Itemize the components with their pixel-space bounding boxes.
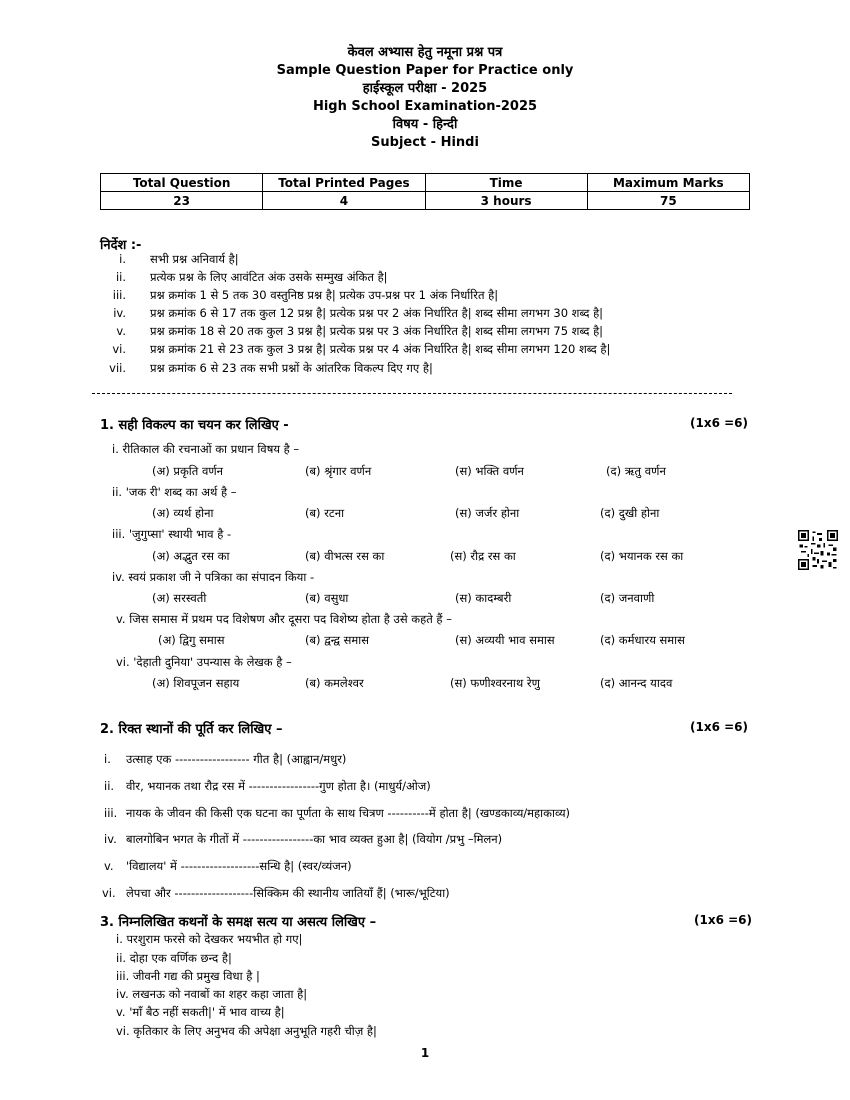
- instruction-num: vii.: [109, 361, 126, 375]
- mcq-question: iii. 'जुगुप्सा' स्थायी भाव है -: [112, 527, 232, 541]
- paper-header: [0, 44, 850, 152]
- info-header-cell: Time: [425, 174, 587, 192]
- instruction-text: प्रश्न क्रमांक 6 से 17 तक कुल 12 प्रश्न है| प्रत्येक प्रश्न पर 2 अंक निर्धारित है| शब्द सीमा लगभग 30 शब्द है|: [150, 306, 604, 320]
- mcq-option: (द) ऋतु वर्णन: [606, 464, 666, 478]
- mcq-option: (ब) कमलेश्वर: [305, 676, 364, 690]
- info-table-header-row: [101, 174, 750, 192]
- instruction-text: सभी प्रश्न अनिवार्य है|: [150, 252, 239, 266]
- section2-title: 2. रिक्त स्थानों की पूर्ति कर लिखिए –: [100, 722, 283, 737]
- fill-blank-text: 'विद्यालय' में -------------------सन्धि है| (स्वर/व्यंजन): [126, 859, 352, 873]
- header-english-exam: High School Examination-2025: [312, 99, 538, 114]
- true-false-statement: ii. दोहा एक वर्णिक छन्द है|: [116, 951, 232, 965]
- mcq-option: (द) भयानक रस का: [600, 549, 684, 563]
- true-false-statement: v. 'माँ बैठ नहीं सकती|' में भाव वाच्य है|: [116, 1005, 285, 1019]
- fill-blank-num: vi.: [102, 886, 116, 900]
- info-header-cell: Total Printed Pages: [263, 174, 425, 192]
- instruction-text: प्रत्येक प्रश्न के लिए आवंटित अंक उसके सम्मुख अंकित है|: [150, 270, 388, 284]
- instruction-num: ii.: [115, 270, 126, 284]
- info-value-cell: 4: [263, 192, 425, 210]
- true-false-statement: iv. लखनऊ को नवाबों का शहर कहा जाता है|: [116, 987, 308, 1001]
- mcq-question: vi. 'देहाती दुनिया' उपन्यास के लेखक है –: [116, 655, 292, 669]
- header-english-subject: Subject - Hindi: [371, 135, 479, 150]
- mcq-option: (अ) सरस्वती: [152, 591, 207, 605]
- fill-blank-num: ii.: [104, 779, 115, 793]
- section3-marks: (1x6 =6): [694, 913, 752, 927]
- instruction-num: vi.: [112, 342, 126, 356]
- mcq-option: (ब) वीभत्स रस का: [305, 549, 385, 563]
- mcq-question: i. रीतिकाल की रचनाओं का प्रधान विषय है –: [112, 442, 300, 456]
- qr-code-icon: [798, 530, 838, 570]
- mcq-option: (स) रौद्र रस का: [450, 549, 516, 563]
- page-number: 1: [420, 1046, 430, 1060]
- fill-blank-text: वीर, भयानक तथा रौद्र रस में -----------------गुण होता है। (माधुर्य/ओज): [126, 779, 431, 793]
- mcq-option: (स) भक्ति वर्णन: [455, 464, 524, 478]
- mcq-question: v. जिस समास में प्रथम पद विशेषण और दूसरा पद विशेष्य होता है उसे कहते हैं –: [116, 612, 452, 626]
- fill-blank-text: लेपचा और -------------------सिक्किम की स्थानीय जातियाँ हैं| (भारू/भूटिया): [126, 886, 450, 900]
- info-header-cell: Total Question: [101, 174, 263, 192]
- section1-title: 1. सही विकल्प का चयन कर लिखिए -: [100, 418, 289, 433]
- info-value-cell: 3 hours: [425, 192, 587, 210]
- true-false-statement: i. परशुराम फरसे को देखकर भयभीत हो गए|: [116, 932, 303, 946]
- true-false-statement: iii. जीवनी गद्य की प्रमुख विधा है |: [116, 969, 260, 983]
- mcq-question: ii. 'जक री' शब्द का अर्थ है –: [112, 485, 237, 499]
- mcq-option: (अ) अद्भुत रस का: [152, 549, 230, 563]
- mcq-option: (अ) द्विगु समास: [158, 633, 225, 647]
- info-value-cell: 23: [101, 192, 263, 210]
- mcq-option: (अ) व्यर्थ होना: [152, 506, 214, 520]
- instruction-text: प्रश्न क्रमांक 6 से 23 तक सभी प्रश्नों के आंतरिक विकल्प दिए गए है|: [150, 361, 433, 375]
- mcq-option: (अ) प्रकृति वर्णन: [152, 464, 224, 478]
- mcq-option: (द) आनन्द यादव: [600, 676, 673, 690]
- mcq-option: (स) जर्जर होना: [455, 506, 520, 520]
- fill-blank-num: iv.: [104, 832, 117, 846]
- instruction-num: v.: [116, 324, 126, 338]
- mcq-option: (अ) शिवपूजन सहाय: [152, 676, 240, 690]
- mcq-option: (ब) श्रृंगार वर्णन: [305, 464, 372, 478]
- instruction-num: iv.: [113, 306, 126, 320]
- instructions-title: निर्देश :-: [100, 238, 142, 253]
- mcq-option: (ब) द्वन्द्व समास: [305, 633, 370, 647]
- info-table-value-row: [101, 192, 750, 210]
- instruction-num: i.: [119, 252, 126, 266]
- exam-info-table: [100, 173, 750, 210]
- mcq-option: (द) जनवाणी: [600, 591, 655, 605]
- mcq-option: (द) कर्मधारय समास: [600, 633, 685, 647]
- section2-marks: (1x6 =6): [690, 720, 748, 734]
- fill-blank-text: उत्साह एक ------------------ गीत है| (आह्वान/मधुर): [126, 752, 347, 766]
- header-english-practice: Sample Question Paper for Practice only: [276, 63, 574, 78]
- fill-blank-text: नायक के जीवन की किसी एक घटना का पूर्णता के साथ चित्रण ----------में होता है| (खण्डकाव्य/महाकाव्य): [126, 806, 571, 820]
- instruction-num: iii.: [112, 288, 126, 302]
- mcq-option: (ब) वसुधा: [305, 591, 349, 605]
- section1-marks: (1x6 =6): [690, 416, 748, 430]
- fill-blank-num: i.: [104, 752, 111, 766]
- instruction-text: प्रश्न क्रमांक 21 से 23 तक कुल 3 प्रश्न है| प्रत्येक प्रश्न पर 4 अंक निर्धारित है| शब्द सीमा लगभग 120 शब्द है|: [150, 342, 611, 356]
- mcq-option: (स) अव्ययी भाव समास: [455, 633, 555, 647]
- header-hindi-exam: हाईस्कूल परीक्षा - 2025: [362, 81, 488, 96]
- mcq-option: (द) दुखी होना: [600, 506, 660, 520]
- fill-blank-num: iii.: [104, 806, 118, 820]
- info-header-cell: Maximum Marks: [587, 174, 749, 192]
- instruction-text: प्रश्न क्रमांक 1 से 5 तक 30 वस्तुनिष्ठ प्रश्न है| प्रत्येक उप-प्रश्न पर 1 अंक निर्धारित है|: [150, 288, 499, 302]
- mcq-option: (स) फणीश्वरनाथ रेणु: [450, 676, 540, 690]
- fill-blank-num: v.: [104, 859, 114, 873]
- fill-blank-text: बालगोबिन भगत के गीतों में -----------------का भाव व्यक्त हुआ है| (वियोग /प्रभु –मिलन): [126, 832, 503, 846]
- header-hindi-practice: केवल अभ्यास हेतु नमूना प्रश्न पत्र: [347, 45, 503, 60]
- header-hindi-subject: विषय - हिन्दी: [392, 117, 458, 132]
- mcq-option: (स) कादम्बरी: [455, 591, 512, 605]
- mcq-question: iv. स्वयं प्रकाश जी ने पत्रिका का संपादन किया -: [112, 570, 315, 584]
- mcq-option: (ब) रटना: [305, 506, 345, 520]
- instruction-text: प्रश्न क्रमांक 18 से 20 तक कुल 3 प्रश्न है| प्रत्येक प्रश्न पर 3 अंक निर्धारित है| शब्द सीमा लगभग 75 शब्द है|: [150, 324, 604, 338]
- true-false-statement: vi. कृतिकार के लिए अनुभव की अपेक्षा अनुभूति गहरी चीज़ है|: [116, 1024, 377, 1038]
- section3-title: 3. निम्नलिखित कथनों के समक्ष सत्य या असत्य लिखिए –: [100, 915, 377, 930]
- info-value-cell: 75: [587, 192, 749, 210]
- dashed-divider: [92, 393, 732, 394]
